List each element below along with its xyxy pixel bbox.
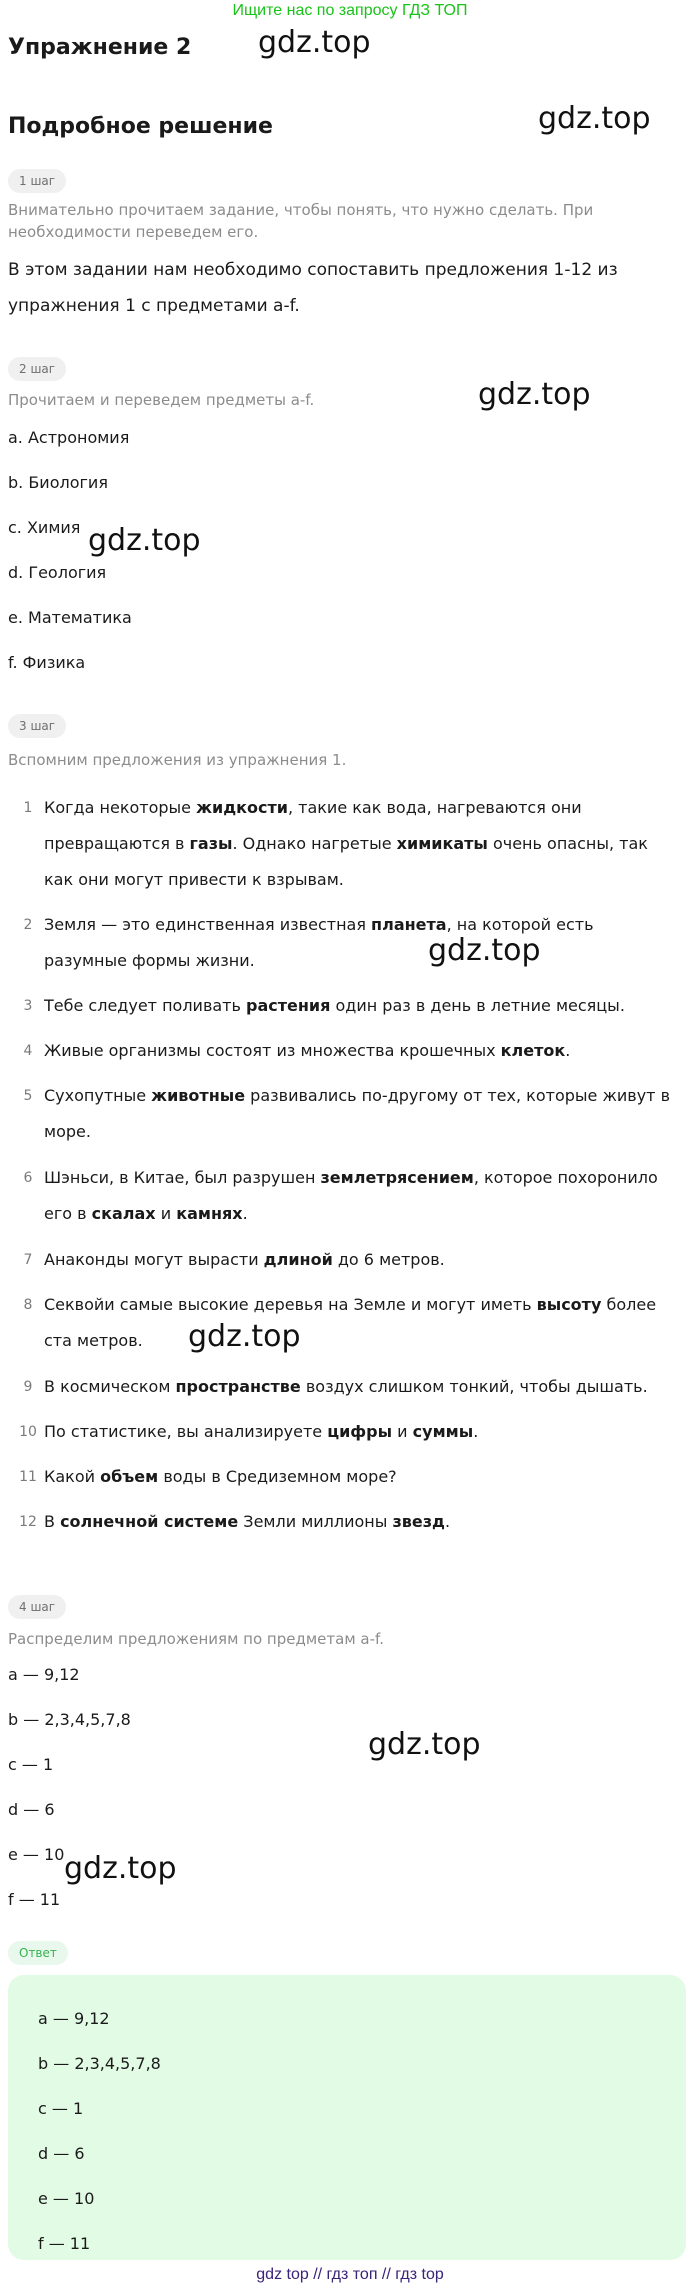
watermark: gdz.top [368,1727,481,1762]
sentence-fragment: до 6 метров. [332,1250,445,1269]
keyword: пространстве [175,1377,301,1396]
sentence-fragment: В космическом [44,1377,176,1396]
sentence-fragment: . [444,1512,451,1531]
step-badge: 1 шаг [8,169,66,193]
step-hint: Внимательно прочитаем задание, чтобы понять, что нужно сделать. При необходимости переведем его. [8,201,594,241]
sentence-fragment: Земли миллионы [238,1512,393,1531]
sentence-number: 9 [23,1379,33,1395]
answer-item: a — 9,12 [38,2009,110,2028]
answer-item: d — 6 [38,2144,85,2163]
sentence-fragment: , на которой есть разумные формы жизни. [44,915,594,970]
sentence-fragment: . [242,1204,248,1223]
sentence-number: 8 [23,1297,33,1313]
sentence-text [44,988,674,1024]
sentence-text [44,907,674,979]
answer-item: e — 10 [38,2189,95,2208]
step-badge: 3 шаг [8,714,66,738]
step-badge: 4 шаг [8,1595,66,1619]
watermark: gdz.top [538,101,651,136]
watermark: gdz.top [88,523,201,558]
sentence-fragment: Анаконды могут вырасти [44,1250,264,1269]
sentence-text [44,1459,674,1495]
sentence-fragment: и [155,1204,177,1223]
footer-links[interactable]: gdz top // гдз топ // гдз top [256,2266,444,2283]
list-item: c. Химия [8,518,81,537]
list-item: d — 6 [8,1800,55,1819]
step-badge: 2 шаг [8,357,66,381]
sentence-fragment: Тебе следует поливать [44,996,247,1015]
list-item: b. Биология [8,473,108,492]
keyword: землетрясением [320,1168,474,1187]
page-title: Упражнение 2 [8,35,192,60]
keyword: растения [246,996,331,1015]
sentence-fragment: более ста метров. [44,1295,657,1350]
keyword: животные [151,1086,246,1105]
list-item: a — 9,12 [8,1665,80,1684]
sentence-number: 6 [23,1170,33,1186]
sentence-fragment: развивались по-другому от тех, которые живут в море. [44,1086,670,1141]
keyword: химикаты [396,834,488,853]
sentence-text [44,1033,674,1069]
keyword: суммы [412,1422,474,1441]
sentence-text [44,790,674,898]
watermark: gdz.top [188,1319,301,1354]
keyword: звезд [392,1512,445,1531]
answer-badge: Ответ [8,1941,68,1965]
list-item: e — 10 [8,1845,65,1864]
sentence-fragment: воды в Средиземном море? [158,1467,397,1486]
step-text: В этом задании нам необходимо сопоставить предложения 1-12 из упражнения 1 с предметами a-f. [8,260,618,316]
keyword: клеток [500,1041,566,1060]
sentence-text [44,1504,674,1540]
sentence-text [44,1287,674,1359]
list-item: d. Геология [8,563,107,582]
list-item: b — 2,3,4,5,7,8 [8,1710,131,1729]
sentence-fragment: . [565,1041,571,1060]
keyword: планета [371,915,447,934]
sentence-fragment: воздух слишком тонкий, чтобы дышать. [300,1377,648,1396]
sentence-fragment: Какой [44,1467,101,1486]
sentence-text [44,1369,674,1405]
keyword: цифры [327,1422,393,1441]
keyword: камнях [176,1204,243,1223]
sentence-number: 4 [23,1043,33,1059]
sentence-number: 12 [19,1514,37,1530]
list-item: c — 1 [8,1755,54,1774]
sentence-fragment: Сухопутные [44,1086,152,1105]
sentence-text [44,1414,674,1450]
sentence-number: 10 [19,1424,37,1440]
step-hint: Вспомним предложения из упражнения 1. [8,751,347,769]
sentence-fragment: Когда некоторые [44,798,197,817]
keyword: солнечной системе [60,1512,239,1531]
sentence-number: 3 [23,998,33,1014]
sentence-fragment: . Однако нагретые [232,834,397,853]
sentence-fragment: В [44,1512,61,1531]
search-banner: Ищите нас по запросу ГДЗ ТОП [232,2,468,19]
sentence-number: 5 [23,1088,33,1104]
sentence-fragment: . [473,1422,479,1441]
keyword: объем [100,1467,159,1486]
sentence-text [44,1078,674,1150]
step-hint: Прочитаем и переведем предметы a-f. [8,391,315,409]
sentence-number: 11 [19,1469,37,1485]
keyword: скалах [91,1204,156,1223]
answer-item: f — 11 [38,2234,91,2253]
keyword: газы [189,834,233,853]
sentence-number: 2 [23,917,33,933]
watermark: gdz.top [428,933,541,968]
sentence-fragment: , которое похоронило его в [44,1168,658,1223]
sentence-fragment: очень опасны, так как они могут привести к взрывам. [44,834,648,889]
sentence-number: 7 [23,1252,33,1268]
sentence-text [44,1160,674,1232]
list-item: f. Физика [8,653,86,672]
list-item: a. Астрономия [8,428,130,447]
keyword: высоту [536,1295,602,1314]
keyword: жидкости [196,798,288,817]
answer-box [8,1975,686,2260]
sentence-text [44,1242,674,1278]
sentence-fragment: Земля — это единственная известная [44,915,372,934]
sentence-fragment: Секвойи самые высокие деревья на Земле и могут иметь [44,1295,537,1314]
sentence-fragment: , такие как вода, нагреваются они превращаются в [44,798,582,853]
step-hint: Распределим предложениям по предметам a-f. [8,1630,384,1648]
watermark: gdz.top [258,25,371,60]
answer-item: b — 2,3,4,5,7,8 [38,2054,161,2073]
sentence-fragment: один раз в день в летние месяцы. [330,996,625,1015]
watermark: gdz.top [478,377,591,412]
sentence-fragment: Шэньси, в Китае, был разрушен [44,1168,321,1187]
watermark: gdz.top [64,1851,177,1886]
answer-item: c — 1 [38,2099,84,2118]
section-title: Подробное решение [8,114,273,139]
sentence-fragment: По статистике, вы анализируете [44,1422,328,1441]
keyword: длиной [263,1250,333,1269]
list-item: f — 11 [8,1890,61,1909]
list-item: e. Математика [8,608,132,627]
sentence-fragment: и [392,1422,413,1441]
sentence-fragment: Живые организмы состоят из множества крошечных [44,1041,501,1060]
sentence-number: 1 [23,800,33,816]
